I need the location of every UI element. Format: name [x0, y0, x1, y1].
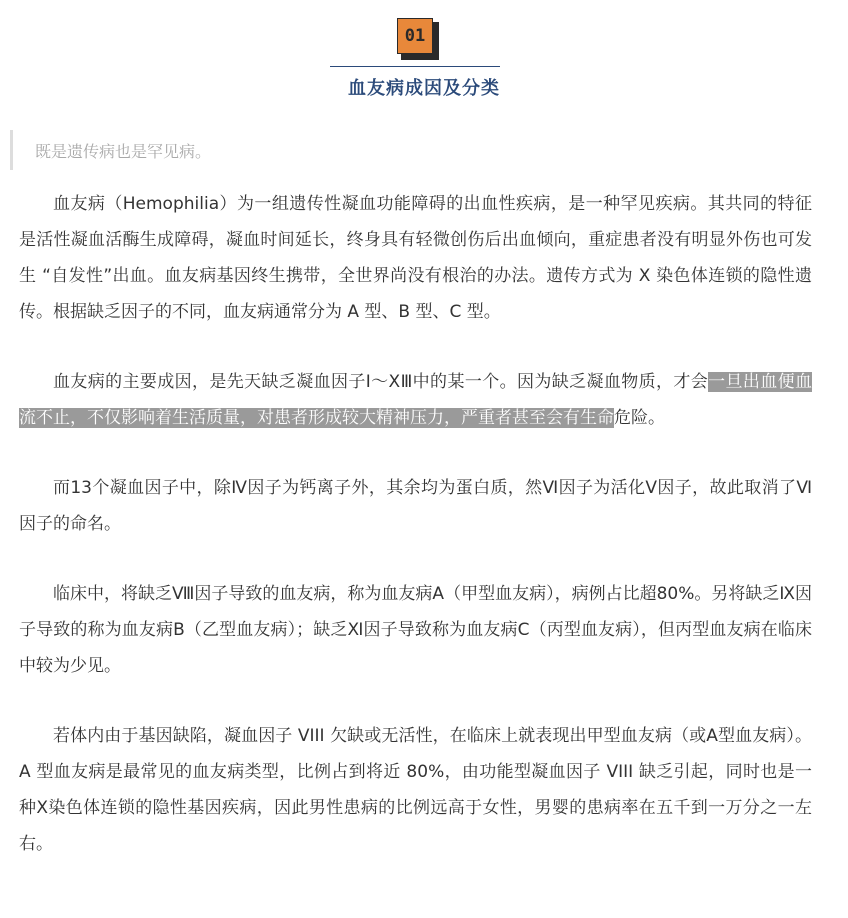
- section-number-badge: 01: [397, 18, 433, 54]
- paragraph-type-a: 若体内由于基因缺陷，凝血因子 VIII 欠缺或无活性，在临床上就表现出甲型血友病（或A型血友病）。A 型血友病是最常见的血友病类型，比例占到将近 80%，由功能型凝血因子 VIII 缺乏引起，同时也是一种X染色体连锁的隐性基因疾病，因此男性患病的比例远高于女性，男婴的患病率在五千到一万分之一左右。: [19, 726, 812, 854]
- title-divider: [330, 66, 500, 67]
- paragraph-causes: [19, 364, 812, 436]
- article-body: [19, 186, 812, 896]
- blockquote: [10, 130, 211, 170]
- quote-text: 既是遗传病也是罕见病。: [35, 141, 212, 161]
- paragraph-causes-text-start: 血友病的主要成因，是先天缺乏凝血因子Ⅰ～ⅩⅢ中的某一个。因为缺乏凝血物质，才会: [53, 372, 709, 392]
- highlighted-text: 一旦出血便血流不止，不仅影响着生活质量，对患者形成较大精神压力，严重者甚至会有生命: [19, 372, 812, 428]
- paragraph-classification: 临床中，将缺乏Ⅷ因子导致的血友病，称为血友病A（甲型血友病），病例占比超80%。另将缺乏Ⅸ因子导致的称为血友病B（乙型血友病）；缺乏Ⅺ因子导致称为血友病C（丙型血友病），但丙型血友病在临床中较为少见。: [19, 584, 812, 676]
- section-header: [0, 0, 848, 110]
- paragraph-causes-text-end: 危险。: [614, 408, 665, 428]
- paragraph-definition: 血友病（Hemophilia）为一组遗传性凝血功能障碍的出血性疾病，是一种罕见疾病。其共同的特征是活性凝血活酶生成障碍，凝血时间延长，终身具有轻微创伤后出血倾向，重症患者没有明显外伤也可发生 “自发性”出血。血友病基因终生携带，全世界尚没有根治的办法。遗传方式为 X 染色体连锁的隐性遗传。根据缺乏因子的不同，血友病通常分为 A 型、B 型、C 型。: [19, 194, 812, 322]
- section-title: 血友病成因及分类: [348, 78, 500, 99]
- paragraph-factors: 而13个凝血因子中，除Ⅳ因子为钙离子外，其余均为蛋白质，然Ⅵ因子为活化Ⅴ因子，故此取消了Ⅵ因子的命名。: [19, 478, 812, 534]
